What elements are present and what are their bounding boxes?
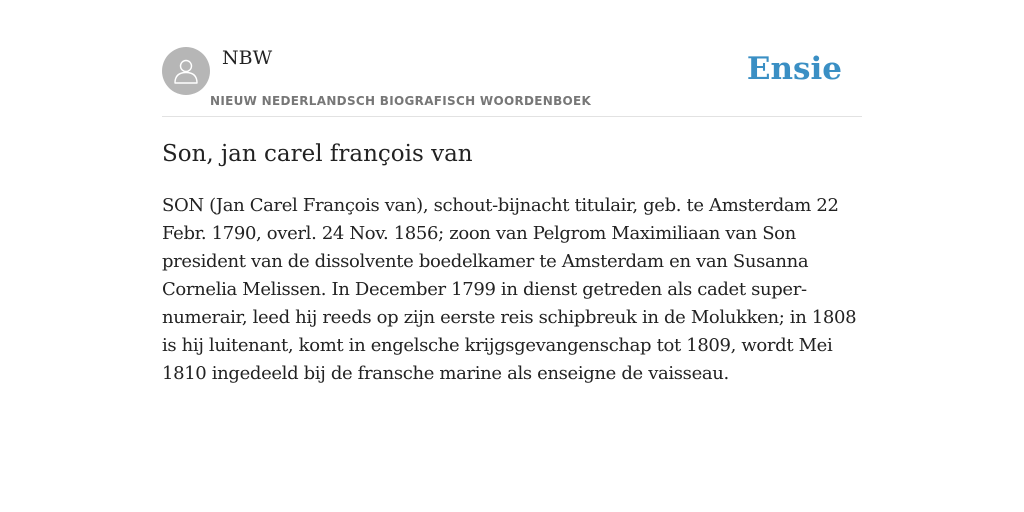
user-icon [171, 56, 201, 86]
article-title: Son, jan carel françois van [162, 141, 473, 167]
ensie-logo[interactable]: Ensie [746, 51, 842, 87]
source-name[interactable]: NBW [222, 47, 273, 69]
source-header [162, 0, 862, 117]
article-container [162, 0, 862, 384]
article-body: SON (Jan Carel François van), schout-bijnacht titulair, geb. te Amsterdam 22 Febr. 1790, overl. 24 Nov. 1856; zoon van Pelgrom Maximiliaan van Son president van de dissolvente boedelkamer te Amsterdam en van Susanna Cornelia Melissen. In December 1799 in dienst getreden als cadet super-numerair, leed hij reeds op zijn eerste reis schipbreuk in de Molukken; in 1808 is hij luitenant, komt in engelsche krijgsgevangenschap tot 1809, wordt Mei 1810 ingedeeld bij de fransche marine als enseigne de vaisseau. [162, 195, 857, 384]
source-subtitle: NIEUW NEDERLANDSCH BIOGRAFISCH WOORDENBOEK [210, 94, 592, 108]
avatar[interactable] [162, 47, 210, 95]
